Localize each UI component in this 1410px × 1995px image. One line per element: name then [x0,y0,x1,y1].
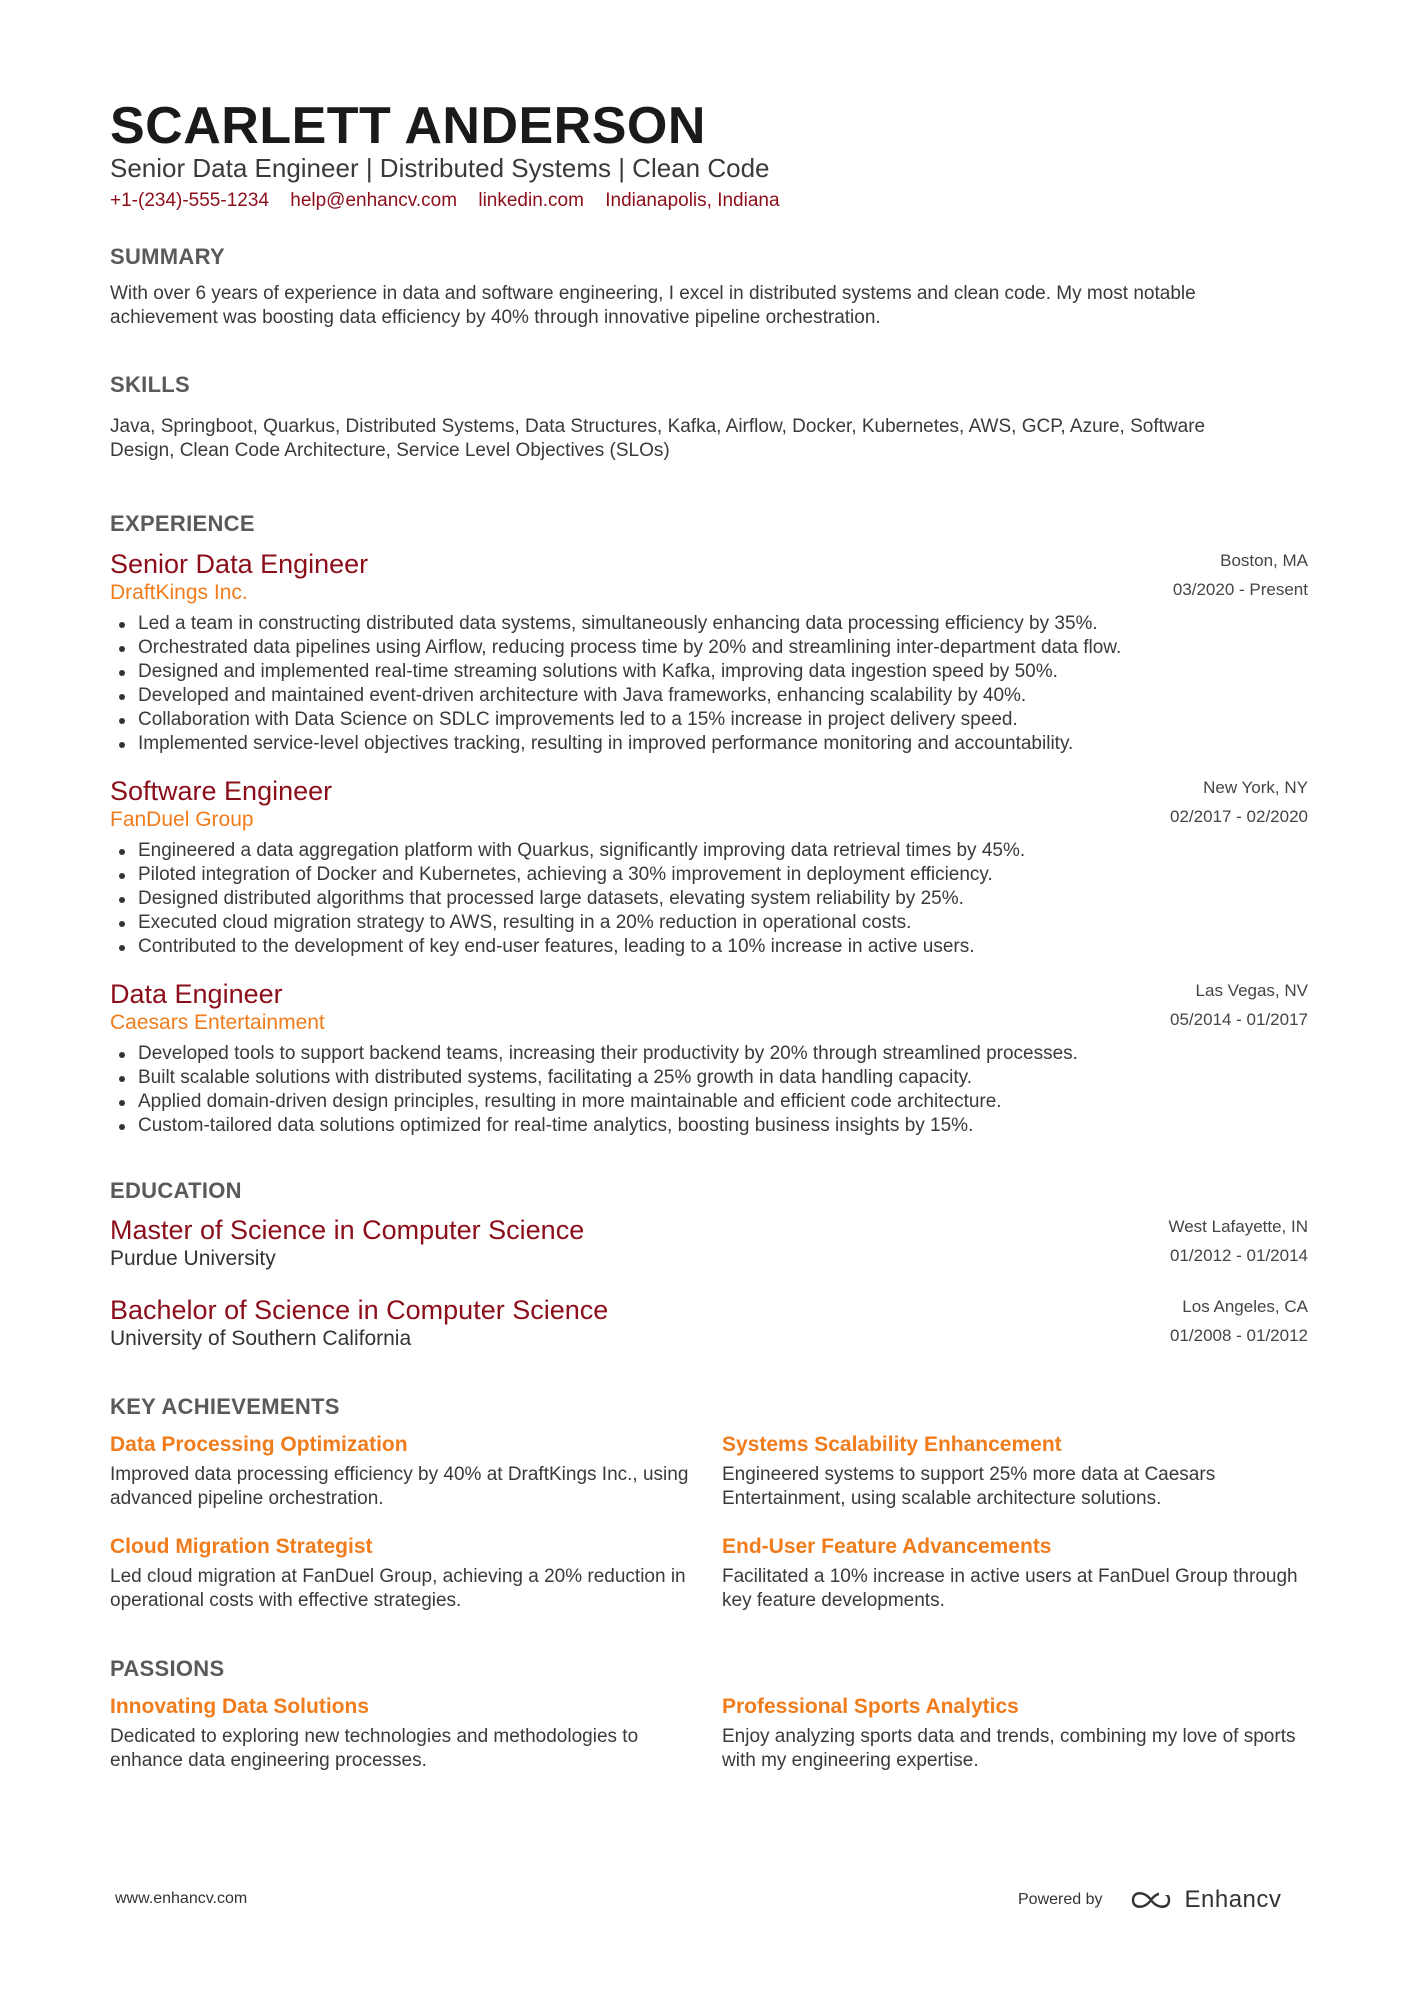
experience-heading: EXPERIENCE [110,511,255,536]
passion-card [110,1693,690,1773]
bullet-item: Engineered a data aggregation platform with Quarkus, significantly improving data retrieval times by 45%. [110,839,1308,863]
passion-card [722,1693,1302,1773]
achievement-card [722,1431,1302,1511]
job-title: Senior Data Engineer [110,549,369,579]
bullet-item: Applied domain-driven design principles, resulting in more maintainable and efficient code architecture. [110,1090,1308,1114]
job-location: Boston, MA [1220,551,1308,570]
job-dates: 05/2014 - 01/2017 [1169,1010,1308,1029]
summary-text: With over 6 years of experience in data and software engineering, I excel in distributed systems and clean code. My most notable achievement was boosting data efficiency by 40% through innovative pipeline orchestration. [110,283,1196,328]
achievement-card [722,1533,1302,1613]
job-dates: 03/2020 - Present [1172,580,1308,599]
phone-link[interactable]: +1-(234)-555-1234 [110,190,269,211]
experience-entry [110,775,1308,833]
powered-by-label: Powered by [1018,1891,1103,1908]
achievement-card [110,1533,690,1613]
passion-title: Professional Sports Analytics [722,1695,1019,1718]
experience-entry [110,548,1308,606]
summary-heading: SUMMARY [110,244,225,269]
achievements-heading: KEY ACHIEVEMENTS [110,1394,340,1419]
job-bullets [110,612,1308,756]
headline: Senior Data Engineer | Distributed Systems | Clean Code [110,153,770,183]
passion-desc: Enjoy analyzing sports data and trends, combining my love of sports with my engineering expertise. [722,1726,1296,1771]
education-heading: EDUCATION [110,1178,242,1203]
education-location: West Lafayette, IN [1168,1217,1308,1236]
job-title: Software Engineer [110,776,333,806]
education-dates: 01/2008 - 01/2012 [1169,1326,1308,1345]
education-entry [110,1214,1308,1272]
brand-name: Enhancv [1184,1886,1282,1913]
footer-website-link[interactable]: www.enhancv.com [115,1890,248,1907]
school-name: Purdue University [110,1247,276,1270]
achievement-desc: Improved data processing efficiency by 40% at DraftKings Inc., using advanced pipeline orchestration. [110,1464,689,1509]
bullet-item: Piloted integration of Docker and Kubernetes, achieving a 30% improvement in deployment efficiency. [110,863,1308,887]
footer-branding [1018,1880,1281,1920]
bullet-item: Custom-tailored data solutions optimized for real-time analytics, boosting business insights by 15%. [110,1114,1308,1138]
job-dates: 02/2017 - 02/2020 [1169,807,1308,826]
location-text: Indianapolis, Indiana [605,190,780,211]
bullet-item: Collaboration with Data Science on SDLC improvements led to a 15% increase in project delivery speed. [110,708,1308,732]
passion-title: Innovating Data Solutions [110,1695,370,1718]
job-bullets [110,1042,1308,1138]
degree-title: Master of Science in Computer Science [110,1215,585,1245]
education-location: Los Angeles, CA [1182,1297,1308,1316]
bullet-item: Developed tools to support backend teams, increasing their productivity by 20% through streamlined processes. [110,1042,1308,1066]
achievement-title: Systems Scalability Enhancement [722,1433,1062,1456]
passions-heading: PASSIONS [110,1656,225,1681]
skills-text: Java, Springboot, Quarkus, Distributed Systems, Data Structures, Kafka, Airflow, Docker, Kubernetes, AWS, GCP, Azure, Software Design, Clean Code Architecture, Service Level Objectives (SLOs) [110,416,1206,461]
achievement-desc: Facilitated a 10% increase in active users at FanDuel Group through key feature developments. [722,1566,1298,1611]
bullet-item: Executed cloud migration strategy to AWS, resulting in a 20% reduction in operational costs. [110,911,1308,935]
linkedin-link[interactable]: linkedin.com [478,190,584,211]
contact-bar [110,189,796,213]
achievement-desc: Led cloud migration at FanDuel Group, achieving a 20% reduction in operational costs with effective strategies. [110,1566,686,1611]
education-entry [110,1294,1308,1352]
skills-heading: SKILLS [110,372,191,397]
bullet-item: Designed distributed algorithms that processed large datasets, elevating system reliability by 25%. [110,887,1308,911]
achievement-desc: Engineered systems to support 25% more data at Caesars Entertainment, using scalable architecture solutions. [722,1464,1216,1509]
bullet-item: Designed and implemented real-time streaming solutions with Kafka, improving data ingestion speed by 50%. [110,660,1308,684]
achievement-card [110,1431,690,1511]
job-location: Las Vegas, NV [1195,981,1308,1000]
achievement-title: End-User Feature Advancements [722,1535,1052,1558]
bullet-item: Developed and maintained event-driven architecture with Java frameworks, enhancing scalability by 40%. [110,684,1308,708]
bullet-item: Implemented service-level objectives tracking, resulting in improved performance monitoring and accountability. [110,732,1308,756]
bullet-item: Contributed to the development of key end-user features, leading to a 10% increase in active users. [110,935,1308,959]
enhancv-logo[interactable] [1129,1886,1282,1914]
job-title: Data Engineer [110,979,283,1009]
candidate-name: SCARLETT ANDERSON [110,97,706,155]
school-name: University of Southern California [110,1327,412,1350]
bullet-item: Orchestrated data pipelines using Airflow, reducing process time by 20% and streamlining inter-department data flow. [110,636,1308,660]
email-link[interactable]: help@enhancv.com [290,190,458,211]
achievement-title: Data Processing Optimization [110,1433,408,1456]
job-location: New York, NY [1203,778,1308,797]
bullet-item: Led a team in constructing distributed data systems, simultaneously enhancing data processing efficiency by 35%. [110,612,1308,636]
company-name: DraftKings Inc. [110,581,248,604]
education-dates: 01/2012 - 01/2014 [1169,1246,1308,1265]
degree-title: Bachelor of Science in Computer Science [110,1295,609,1325]
achievement-title: Cloud Migration Strategist [110,1535,373,1558]
company-name: Caesars Entertainment [110,1011,325,1034]
company-name: FanDuel Group [110,808,254,831]
experience-entry [110,978,1308,1036]
enhancv-logo-icon [1129,1887,1175,1913]
bullet-item: Built scalable solutions with distributed systems, facilitating a 25% growth in data handling capacity. [110,1066,1308,1090]
passion-desc: Dedicated to exploring new technologies and methodologies to enhance data engineering processes. [110,1726,639,1771]
job-bullets [110,839,1308,959]
